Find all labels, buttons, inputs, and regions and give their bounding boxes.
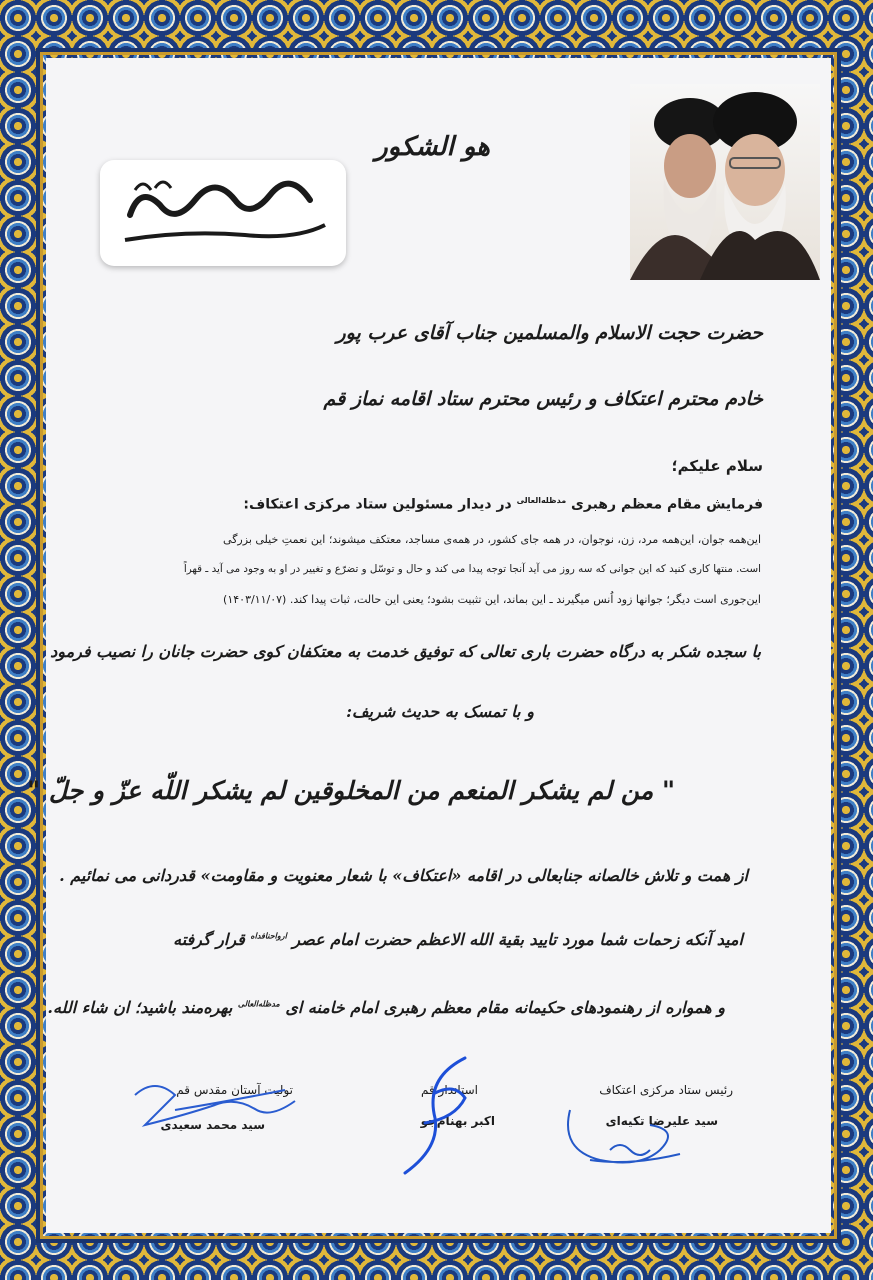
- signature-3-ink: [125, 1075, 305, 1135]
- recipient-role: خادم محترم اعتکاف و رئیس محترم ستاد اقامه نماز قم: [323, 388, 763, 410]
- recipient-title: حضرت حجت الاسلام والمسلمین جناب آقای عرب پور: [336, 322, 763, 344]
- quote-line-3: این‌جوری است دیگر؛ جوانها زود اُنس میگیرند ـ این بماند، این تثبیت بشود؛ یعنی این حالت، ثبات پیدا کند. (۱۴۰۳/۱۱/۰۷): [223, 593, 761, 606]
- quote-heading-main: فرمایش مقام معظم رهبری: [571, 496, 763, 513]
- quote-line-1: این‌همه جوان، این‌همه مرد، زن، نوجوان، در همه جای کشور، در همه‌ی مساجد، معتکف میشوند؛ این نعمتِ خیلی بزرگی: [223, 533, 761, 546]
- hope-paragraph-main: امید آنکه زحمات شما مورد تایید بقیة الله الاعظم حضرت امام عصر: [292, 930, 743, 949]
- closing-paragraph-sup: مدظله‌العالی: [237, 998, 280, 1009]
- calligraphy-logo-icon: [100, 160, 346, 266]
- gratitude-paragraph: با سجده شکر به درگاه حضرت باری تعالی که توفیق خدمت به معتکفان کوی حضرت جانان را نصیب فرمود: [50, 642, 761, 661]
- greeting: سلام علیکم؛: [671, 457, 763, 475]
- hope-paragraph-end: قرار گرفته: [173, 930, 245, 949]
- closing-paragraph-main: و همواره از رهنمودهای حکیمانه مقام معظم رهبری امام خامنه ای: [285, 998, 725, 1017]
- quote-heading: [243, 496, 763, 513]
- signature-3-title: تولیت آستان مقدس قم: [176, 1083, 293, 1097]
- hope-paragraph: [173, 930, 743, 949]
- quote-line-2: است. منتها کاری کنید که این جوانی که سه روز می آید آنجا توجه پیدا می کند و حال و توسّل و تضرّع و تغییر در او به وجود می آید ـ قهراً: [183, 563, 761, 575]
- signature-1-name: سید علیرضا تکیه‌ای: [605, 1114, 718, 1128]
- hope-paragraph-sup: ارواحنافداه: [250, 930, 287, 941]
- signature-2-title: استاندار قم: [421, 1083, 478, 1097]
- logo-badge: [100, 160, 346, 266]
- signature-3-name: سید محمد سعیدی: [160, 1118, 265, 1132]
- portrait-photo: [630, 84, 820, 280]
- signature-1-title: رئیس ستاد مرکزی اعتکاف: [599, 1083, 733, 1097]
- quote-heading-rest: در دیدار مسئولین ستاد مرکزی اعتکاف:: [243, 496, 512, 513]
- appreciation-paragraph: از همت و تلاش خالصانه جنابعالی در اقامه «اعتکاف» با شعار معنویت و مقاومت» قدردانی می نمائیم .: [59, 866, 748, 885]
- header-title: هو الشکور: [375, 132, 490, 162]
- quote-heading-sup: مدظله‌العالی: [516, 496, 567, 505]
- closing-paragraph: [47, 998, 725, 1017]
- signature-2-name: اکبر بهنام‌جو: [420, 1114, 495, 1128]
- signature-2-ink: [395, 1048, 485, 1178]
- hadith-quote: " من لم یشکر المنعم من المخلوقین لم یشکر اللّه عزّ و جلّ ": [27, 776, 675, 805]
- signature-1-ink: [550, 1090, 710, 1180]
- closing-paragraph-end: بهره‌مند باشید؛ ان شاء الله.: [47, 998, 233, 1017]
- hadith-intro: و با تمسک به حدیث شریف:: [346, 702, 534, 721]
